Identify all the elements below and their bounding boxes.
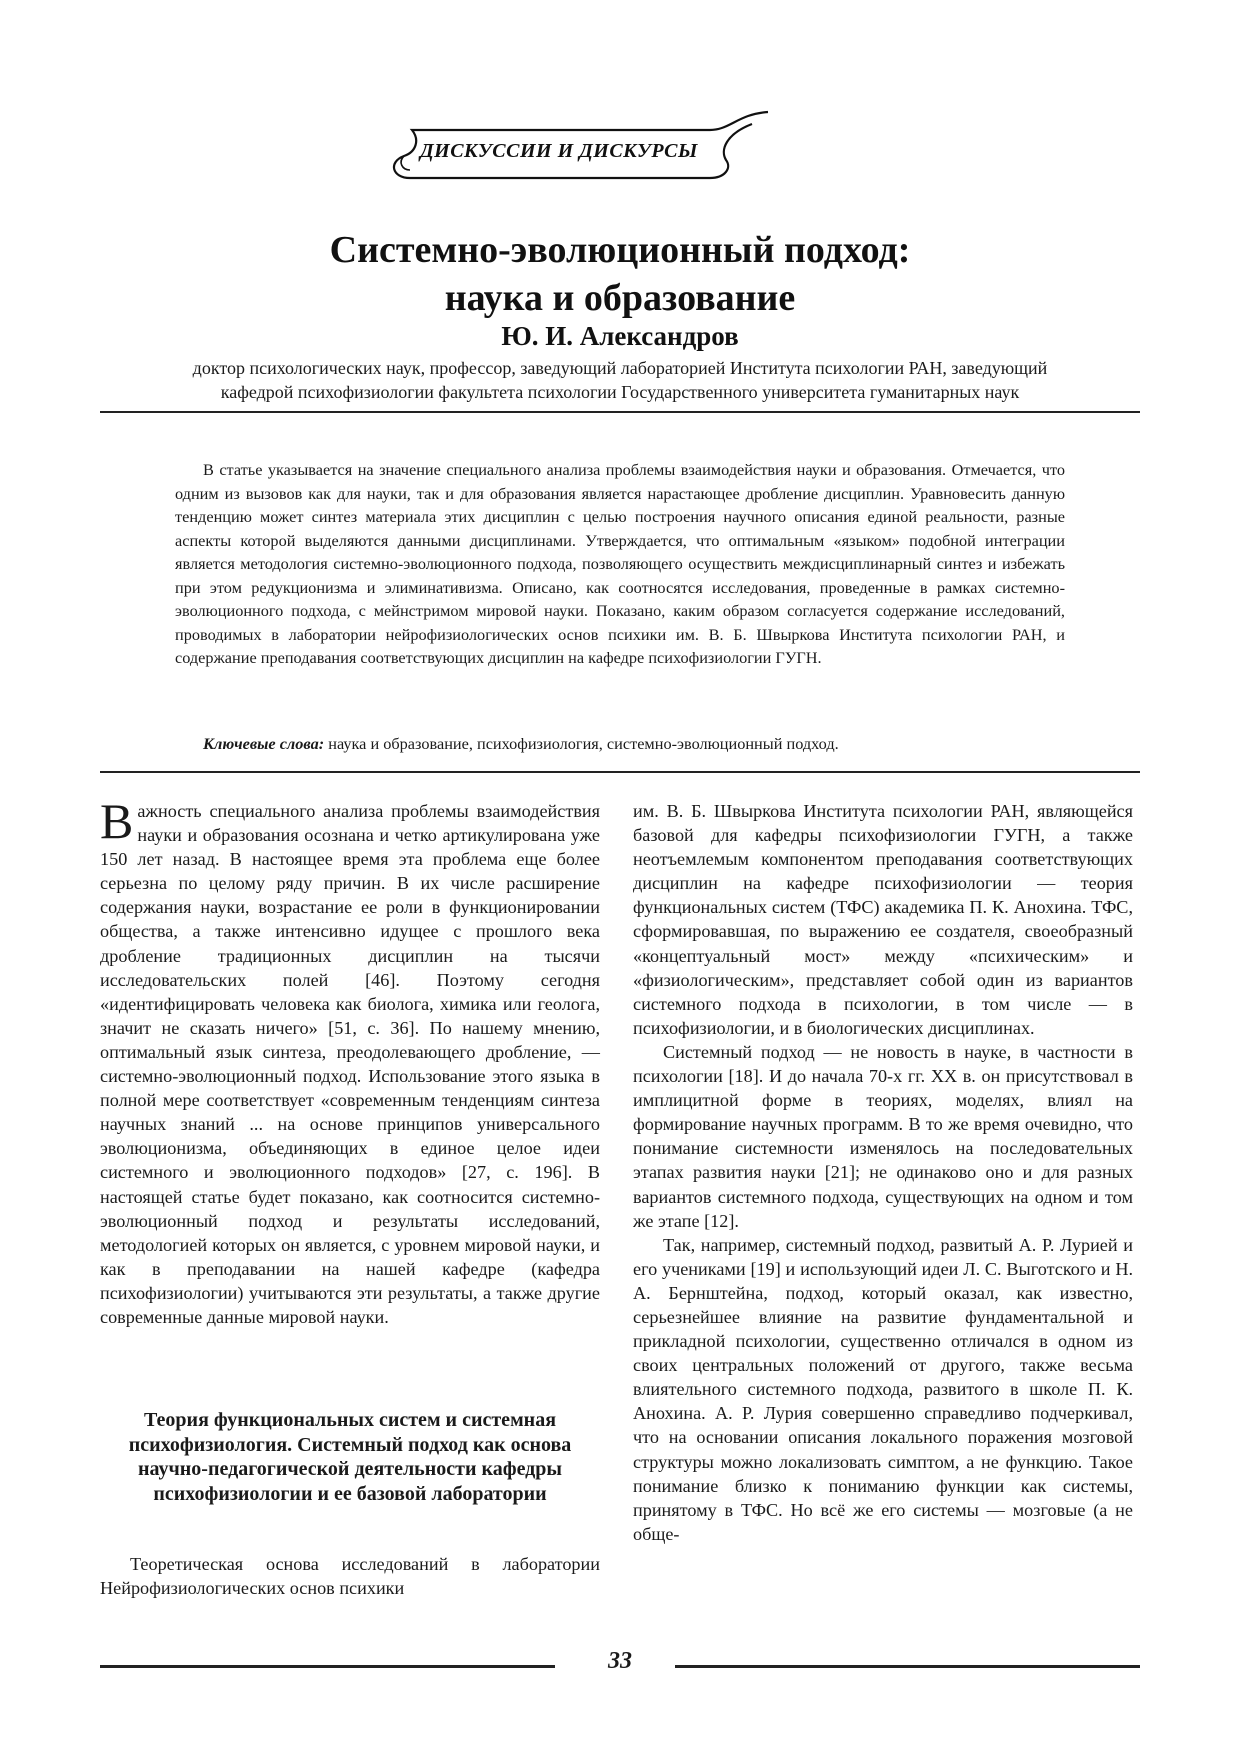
left-column-continued <box>100 1552 600 1600</box>
author-affiliation <box>100 356 1140 404</box>
drop-cap: В <box>100 793 134 849</box>
header-divider <box>100 411 1140 413</box>
footer-rule-left <box>100 1665 555 1668</box>
rubric-banner <box>380 110 780 190</box>
footer-rule-right <box>675 1665 1140 1668</box>
article-title <box>0 226 1240 322</box>
body-paragraph <box>100 793 600 1329</box>
affiliation-line-2: кафедрой психофизиологии факультета психологии Государственного университета гуманитарных наук <box>220 382 1020 402</box>
abstract: В статье указывается на значение специального анализа проблемы взаимодействия науки и образования. Отмечается, что одним из вызовов как для науки, так и для образования является нарастающее дробление дисциплин. Уравновесить данную тенденцию может синтез материала этих дисциплин с целью построения научного описания единой реальности, разные аспекты которой выделяются данными дисциплинами. Утверждается, что оптимальным «языком» подобной интеграции является методология системно-эволюционного подхода, позволяющего осуществить междисциплинарный синтез и избежать при этом редукционизма и элиминативизма. Описано, как соотносятся исследования, проведенные в рамках системно-эволюционного подхода, с мейнстримом мировой науки. Показано, каким образом согласуется содержание исследований, проводимых в лаборатории нейрофизиологических основ психики им. В. Б. Швыркова Института психологии РАН, и содержание преподавания соответствующих дисциплин на кафедре психофизиологии ГУГН. <box>175 460 1065 667</box>
article-title-line-1: Системно-эволюционный подход: <box>329 229 911 271</box>
body-paragraph-text: ажность специального анализа проблемы взаимодействия науки и образования осознана и четко артикулирована уже 150 лет назад. В настоящее время эта проблема еще более серьезна по целому ряду причин. В их числе расширение содержания науки, возрастание ее роли в функционировании общества, а также интенсивно идущее с прошлого века дробление традиционных дисциплин на тысячи исследовательских полей [46]. Поэтому сегодня «идентифицировать человека как биолога, химика или геолога, значит не сказать ничего» [51, с. 36]. По нашему мнению, оптимальный язык синтеза, преодолевающего дробление, — системно-эволюционный подход. Использование этого языка в полной мере соответствует «современным тенденциям синтеза научных знаний ... на основе принципов универсального эволюционизма, объединяющих в единое целое идеи системного и эволюционного подходов» [27, с. 196]. В настоящей статье будет показано, как соотносится системно-эволюционный подход и результаты исследований, методологией которых он является, с уровнем мировой науки, и как в преподавании на нашей кафедре (кафедра психофизиологии) учитываются эти результаты, а также другие современные данные мировой науки. <box>100 801 600 1327</box>
body-paragraph: Теоретическая основа исследований в лаборатории Нейрофизиологических основ психики <box>100 1554 600 1599</box>
body-paragraph: Системный подход — не новость в науке, в частности в психологии [18]. И до начала 70-х гг. XX в. он присутствовал в имплицитной форме в теориях, моделях, влиял на формирование научных программ. В то же время очевидно, что понимание системности изменялось на последовательных этапах развития науки [21]; не одинаково оно и для разных вариантов системного подхода, существующих на одном и том же этапе [12]. <box>633 1041 1133 1231</box>
author-name: Ю. И. Александров <box>501 321 739 351</box>
rubric-label: ДИСКУССИИ И ДИСКУРСЫ <box>420 140 698 162</box>
affiliation-line-1: доктор психологических наук, профессор, заведующий лабораторией Института психологии РАН, заведующий <box>192 358 1048 378</box>
body-paragraph: Так, например, системный подход, развитый А. Р. Лурией и его учениками [19] и использующий идеи Л. С. Выготского и Н. А. Бернштейна, подход, который оказал, как известно, серьезнейшее влияние на развитие фундаментальной и прикладной психологии, существенно отличался в одном из своих центральных положений от другого, также весьма влиятельного системного подхода, развитого в школе П. К. Анохина. А. Р. Лурия совершенно справедливо подчеркивал, что на основании описания локального поражения мозговой структуры можно локализовать симптом, а не функцию. Такое понимание близко к пониманию функции как системы, принятому в ТФС. Но всё же его системы — мозговые (а не обще- <box>633 1234 1133 1544</box>
section-heading: Теория функциональных систем и системная психофизиология. Системный подход как основа научно-педагогической деятельности кафедры психофизиологии и ее базовой лаборатории <box>128 1409 572 1505</box>
right-column <box>633 799 1133 1546</box>
left-column <box>100 793 600 1329</box>
article-title-line-2: наука и образование <box>444 277 796 319</box>
body-paragraph: им. В. Б. Швыркова Института психологии РАН, являющейся базовой для кафедры психофизиологии ГУГН, а также неотъемлемым компонентом преподавания соответствующих дисциплин на кафедре психофизиологии — теория функциональных систем (ТФС) академика П. К. Анохина. ТФС, сформировавшая, по выражению ее создателя, своеобразный «концептуальный мост» между «психическим» и «физиологическим», представляет собой один из вариантов системного подхода в психологии, в том числе — в психофизиологии, и в биологических дисциплинах. <box>633 801 1133 1038</box>
page-number: 33 <box>608 1648 632 1674</box>
abstract-divider <box>100 771 1140 773</box>
keywords-label: Ключевые слова: <box>203 734 325 753</box>
keywords <box>175 733 1065 755</box>
keywords-text: наука и образование, психофизиология, системно-эволюционный подход. <box>324 734 839 753</box>
